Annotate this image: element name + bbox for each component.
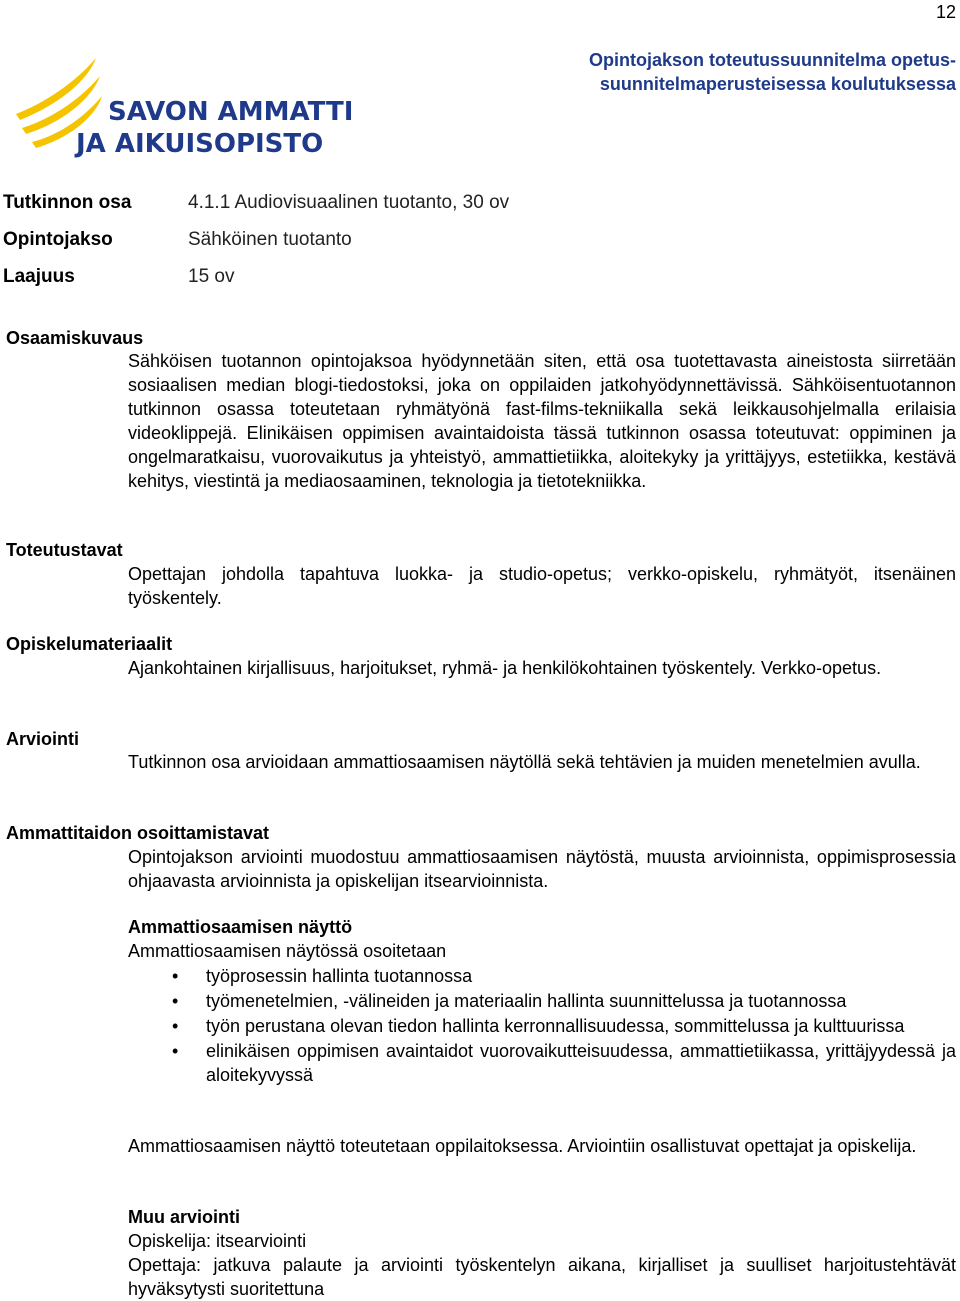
naytto-outro: Ammattiosaamisen näyttö toteutetaan oppilaitoksessa. Arviointiin osallistuvat opettajat ja opiskelija. (128, 1136, 917, 1156)
section-label-osaamiskuvaus: Osaamiskuvaus (6, 328, 144, 348)
section-label-opiskelumateriaalit: Opiskelumateriaalit (6, 634, 173, 654)
section-label-toteutustavat: Toteutustavat (6, 540, 123, 560)
meta-value-opintojakso: Sähköinen tuotanto (188, 229, 352, 250)
meta-value-tutkinnon-osa: 4.1.1 Audiovisuaalinen tuotanto, 30 ov (188, 192, 510, 213)
bullet-text: työn perustana olevan tiedon hallinta kerronnallisuudessa, sommittelussa ja kulttuurissa (206, 1016, 905, 1036)
section-text-toteutustavat: Opettajan johdolla tapahtuva luokka- ja studio-opetus; verkko-opiskelu, ryhmätyöt, itsenäinen työskentely. (128, 564, 956, 608)
naytto-bullet-list (128, 964, 956, 1087)
subheading-naytto: Ammattiosaamisen näyttö (128, 917, 353, 937)
meta-value-laajuus: 15 ov (188, 266, 235, 287)
bullet-text: elinikäisen oppimisen avaintaidot vuorovaikutteisuudessa, ammattietiikassa, yrittäjyydessä ja aloitekyvyssä (206, 1041, 956, 1085)
list-item (128, 989, 956, 1013)
list-item (128, 1014, 956, 1038)
section-text-opiskelumateriaalit: Ajankohtainen kirjallisuus, harjoitukset, ryhmä- ja henkilökohtainen työskentely. Verkko-opetus. (128, 658, 882, 678)
bullet-icon: • (172, 966, 179, 986)
muu-arviointi-line1: Opiskelija: itsearviointi (128, 1231, 307, 1251)
naytto-intro: Ammattiosaamisen näytössä osoitetaan (128, 941, 447, 961)
meta-label-opintojakso: Opintojakso (3, 229, 113, 250)
logo-text-line1: SAVON AMMATTI- (108, 97, 352, 127)
bullet-icon: • (172, 1041, 179, 1061)
muu-arviointi-line2: Opettaja: jatkuva palaute ja arviointi työskentelyn aikana, kirjalliset ja suulliset harjoitustehtävät hyväksytysti suoritettuna (128, 1255, 956, 1299)
bullet-text: työprosessin hallinta tuotannossa (206, 966, 473, 986)
meta-label-laajuus: Laajuus (3, 266, 75, 287)
section-text-ammattitaito: Opintojakson arviointi muodostuu ammattiosaamisen näytöstä, muusta arvioinnista, oppimisprosessia ohjaavasta arvioinnista ja opiskelijan itsearvioinnista. (128, 847, 956, 891)
section-text-arviointi: Tutkinnon osa arvioidaan ammattiosaamisen näytöllä sekä tehtävien ja muiden menetelmien avulla. (128, 752, 921, 772)
bullet-icon: • (172, 991, 179, 1011)
page-number: 12 (935, 2, 956, 22)
list-item (128, 1039, 956, 1087)
bullet-icon: • (172, 1016, 179, 1036)
bullet-text: työmenetelmien, -välineiden ja materiaalin hallinta suunnittelussa ja tuotannossa (206, 991, 847, 1011)
meta-label-tutkinnon-osa: Tutkinnon osa (3, 192, 132, 213)
section-label-ammattitaito: Ammattitaidon osoittamistavat (6, 823, 270, 843)
logo-swoosh-icon (12, 52, 352, 158)
section-text-osaamiskuvaus: Sähköisen tuotannon opintojaksoa hyödynnetään siten, että osa tuotettavasta aineistosta siirretään sosiaalisen median blogi-tiedostoksi, joka on oppilaiden jatkohyödynnettävissä. Sähköisentuotannon tutkinnon osassa toteutetaan ryhmätyönä fast-films-tekniikalla sekä leikkausohjelmalla erilaisia videoklippejä. Elinikäisen oppimisen avaintaidoista tässä tutkinnon osassa toteutuvat: oppiminen ja ongelmaratkaisu, vuorovaikutus ja yhteistyö, ammattietiikka, aloitekyky ja yrittäjyys, estetiikka, kestävä kehitys, viestintä ja mediaosaaminen, teknologia ja tietotekniikka. (128, 351, 956, 491)
school-logo (12, 52, 352, 158)
list-item (128, 964, 956, 988)
document-header-title: Opintojakson toteutussuunnitelma opetus-suunnitelmaperusteisessa koulutuksessa (588, 50, 956, 94)
logo-text-line2: JA AIKUISOPISTO (76, 129, 324, 158)
section-label-arviointi: Arviointi (6, 729, 80, 749)
subheading-muu-arviointi: Muu arviointi (128, 1207, 240, 1227)
